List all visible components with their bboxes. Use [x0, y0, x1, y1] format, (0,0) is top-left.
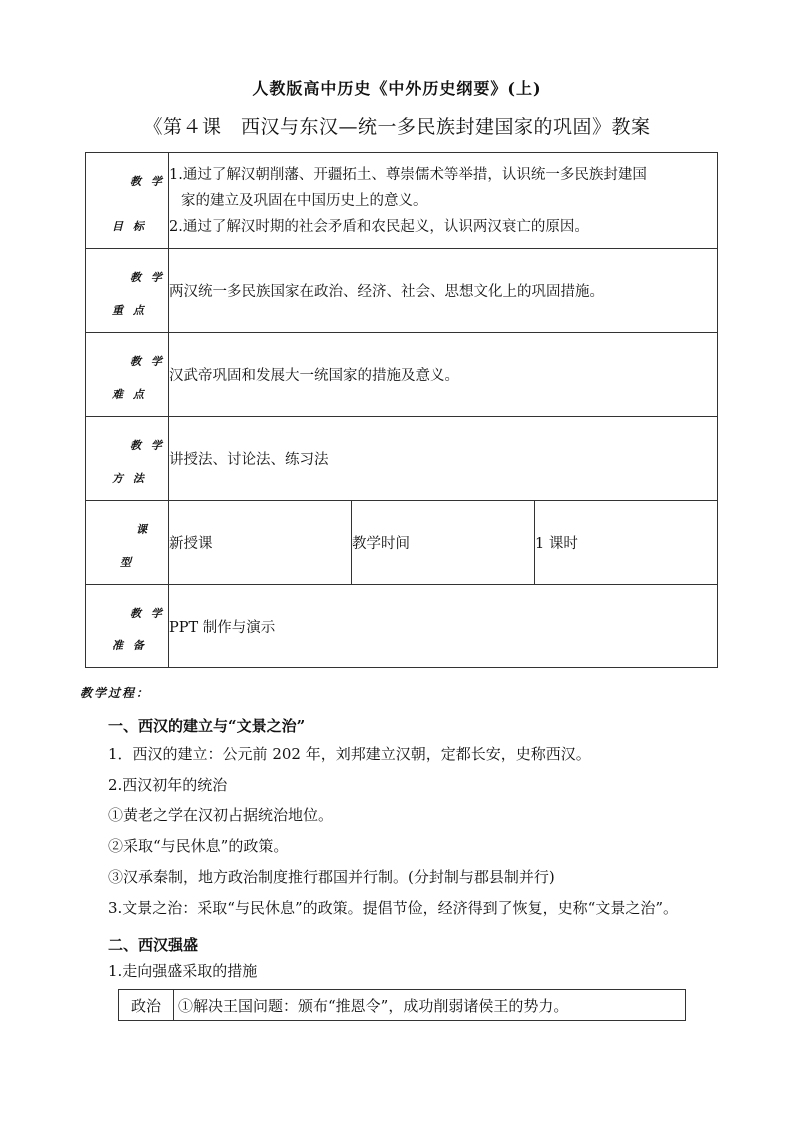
lesson-info-table — [85, 152, 718, 668]
focus-content: 两汉统一多民族国家在政治、经济、社会、思想文化上的巩固措施。 — [169, 249, 718, 333]
section1-heading: 一、西汉的建立与“文景之治” — [108, 717, 306, 735]
goals-content: 1.通过了解汉朝削藩、开疆拓土、尊崇儒术等举措，认识统一多民族封建国 家的建立及巩固在中国历史上的意义。 2.通过了解汉时期的社会矛盾和农民起义，认识两汉衰亡的原因。 — [169, 153, 718, 249]
time-label: 教学时间 — [352, 501, 535, 585]
lesson-title: 《第４课 西汉与东汉—统一多民族封建国家的巩固》教案 — [143, 116, 651, 138]
time-value: 1 课时 — [535, 501, 718, 585]
row-method — [86, 417, 718, 501]
focus-label: 教 学 重 点 — [86, 249, 169, 333]
difficulty-content: 汉武帝巩固和发展大一统国家的措施及意义。 — [169, 333, 718, 417]
row-difficulty — [86, 333, 718, 417]
section2-p1: 1.走向强盛采取的措施 — [108, 962, 258, 980]
measures-key: 政治 — [119, 990, 174, 1021]
prep-label: 教 学 准 备 — [86, 585, 169, 668]
type-value: 新授课 — [169, 501, 352, 585]
measures-table — [118, 989, 686, 1021]
difficulty-label: 教 学 难 点 — [86, 333, 169, 417]
process-label: 教学过程： — [80, 686, 151, 700]
section1-p4: ②采取“与民休息”的政策。 — [108, 837, 289, 855]
section1-p2: 2.西汉初年的统治 — [108, 776, 228, 794]
row-goals — [86, 153, 718, 249]
row-focus — [86, 249, 718, 333]
section1-p1: 1．西汉的建立：公元前 202 年，刘邦建立汉朝，定都长安，史称西汉。 — [108, 745, 591, 763]
section1-p6: 3.文景之治：采取“与民休息”的政策。提倡节俭，经济得到了恢复，史称“文景之治”。 — [108, 899, 678, 917]
section1-p5: ③汉承秦制，地方政治制度推行郡国并行制。(分封制与郡县制并行) — [108, 868, 555, 886]
doc-title: 人教版高中历史《中外历史纲要》(上) — [252, 79, 542, 98]
type-label: 课 型 — [86, 501, 169, 585]
measures-value: ①解决王国问题：颁布“推恩令”，成功削弱诸侯王的势力。 — [174, 990, 686, 1021]
section2-heading: 二、西汉强盛 — [108, 936, 199, 954]
section1-p3: ①黄老之学在汉初占据统治地位。 — [108, 806, 334, 824]
method-label: 教 学 方 法 — [86, 417, 169, 501]
row-prep — [86, 585, 718, 668]
measures-row — [119, 990, 686, 1021]
method-content: 讲授法、讨论法、练习法 — [169, 417, 718, 501]
goals-label: 教 学 目 标 — [86, 153, 169, 249]
row-type — [86, 501, 718, 585]
prep-content: PPT 制作与演示 — [169, 585, 718, 668]
